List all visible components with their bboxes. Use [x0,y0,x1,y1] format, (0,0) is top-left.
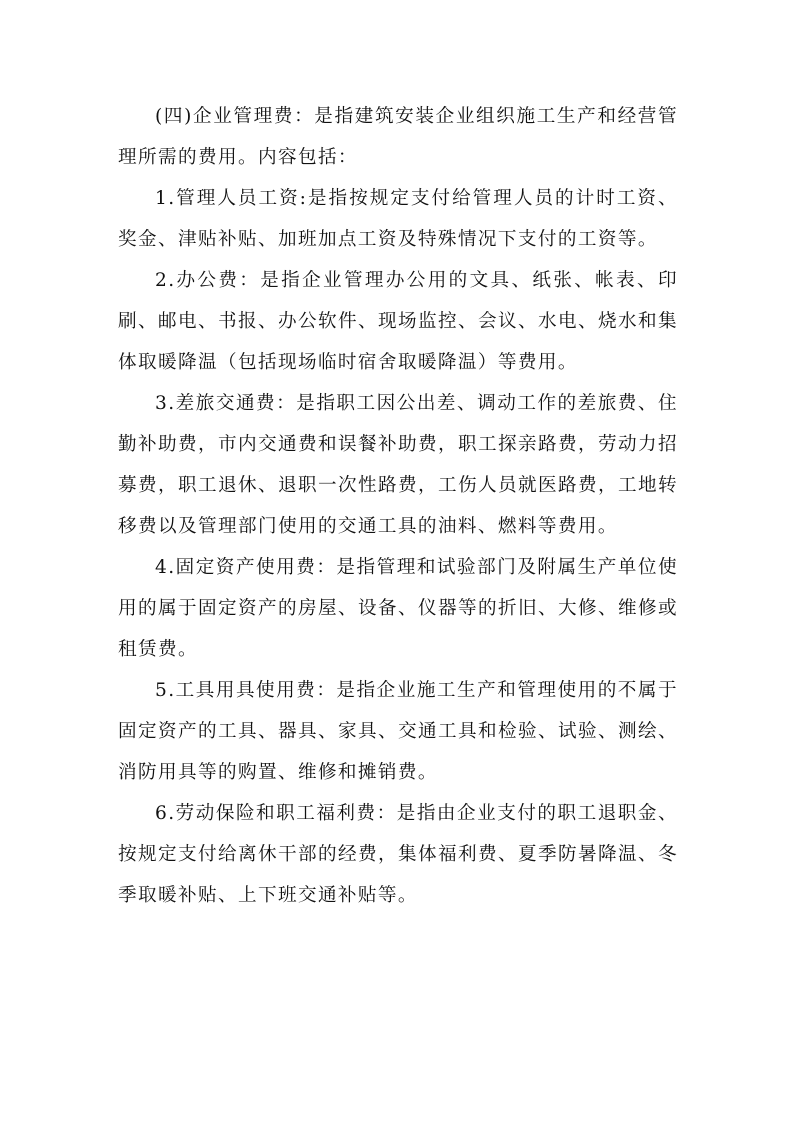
item-office-expenses: 2.办公费：是指企业管理办公用的文具、纸张、帐表、印刷、邮电、书报、办公软件、现场监控、会议、水电、烧水和集体取暖降温（包括现场临时宿舍取暖降温）等费用。 [118,270,678,373]
item-management-salary: 1.管理人员工资:是指按规定支付给管理人员的计时工资、奖金、津贴补贴、加班加点工资及特殊情况下支付的工资等。 [118,188,678,250]
item-tool-usage-fees: 5.工具用具使用费：是指企业施工生产和管理使用的不属于固定资产的工具、器具、家具、交通工具和检验、试验、测绘、消防用具等的购置、维修和摊销费。 [118,680,678,783]
item-fixed-asset-fees: 4.固定资产使用费：是指管理和试验部门及附属生产单位使用的属于固定资产的房屋、设备、仪器等的折旧、大修、维修或租赁费。 [118,557,678,660]
item-travel-expenses: 3.差旅交通费：是指职工因公出差、调动工作的差旅费、住勤补助费，市内交通费和误餐补助费，职工探亲路费，劳动力招募费，职工退休、退职一次性路费，工伤人员就医路费，工地转移费以及管理部门使用的交通工具的油料、燃料等费用。 [118,393,678,537]
item-labor-insurance-welfare: 6.劳动保险和职工福利费：是指由企业支付的职工退职金、按规定支付给离休干部的经费，集体福利费、夏季防暑降温、冬季取暖补贴、上下班交通补贴等。 [118,803,678,906]
section-heading-paragraph: (四)企业管理费：是指建筑安装企业组织施工生产和经营管理所需的费用。内容包括： [118,106,678,168]
document-page [118,96,678,916]
